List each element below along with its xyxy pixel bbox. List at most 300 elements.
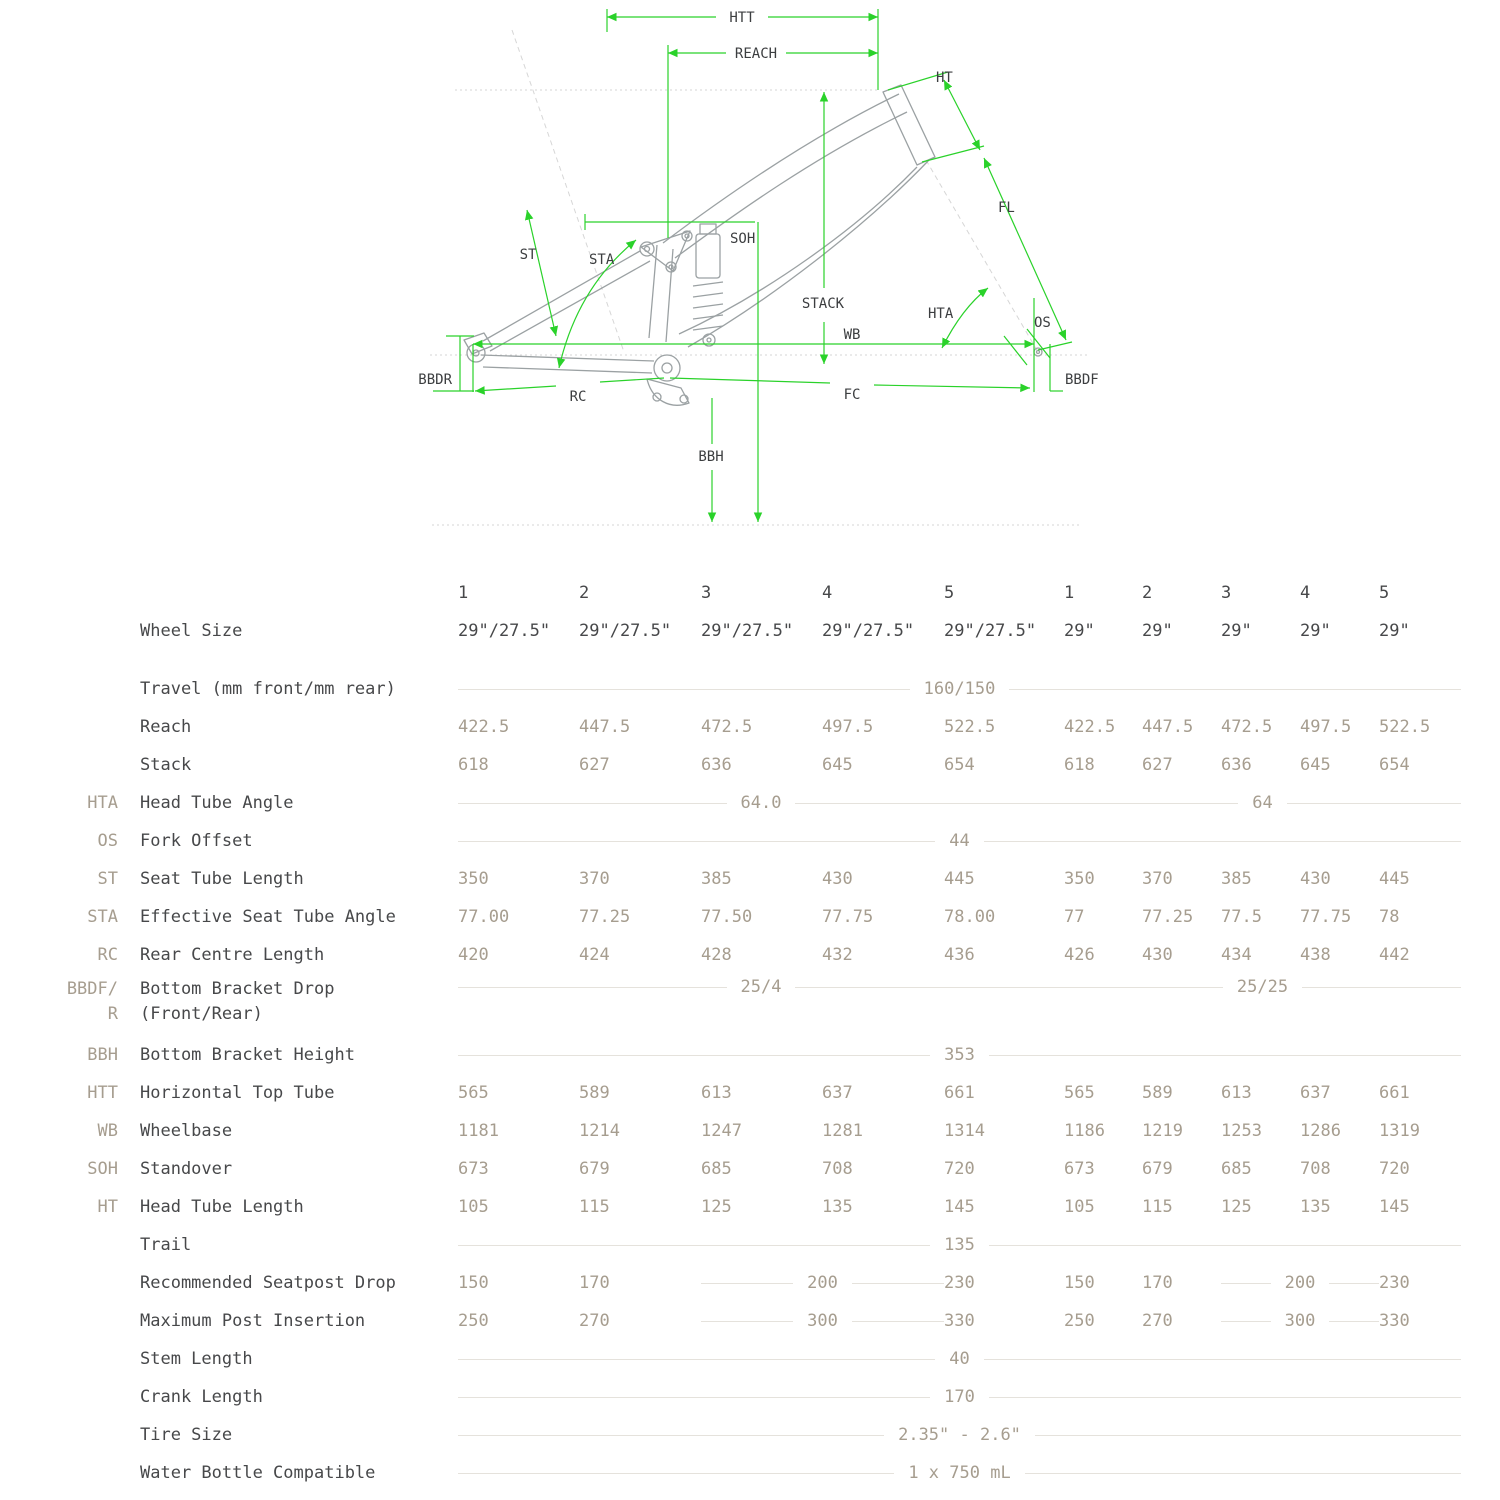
value-text: 4 <box>1300 583 1311 603</box>
row-values <box>458 831 1461 851</box>
value-text: 661 <box>1379 1083 1410 1103</box>
span-line <box>1221 1321 1271 1322</box>
value-cell <box>822 869 944 889</box>
row-label-text: Recommended Seatpost Drop <box>140 1273 396 1293</box>
row-label-text: Travel (mm front/mm rear) <box>140 679 396 699</box>
value-cell <box>1064 755 1142 775</box>
value-text: 115 <box>579 1197 610 1217</box>
value-cell <box>1142 869 1221 889</box>
value-cell <box>1300 583 1379 603</box>
value-text: 29" <box>1142 621 1173 641</box>
row-values <box>458 793 1461 813</box>
value-text: 430 <box>822 869 853 889</box>
row-label <box>140 831 458 851</box>
value-cell <box>1379 907 1461 927</box>
span-line <box>458 987 727 988</box>
value-text: 77.5 <box>1221 907 1262 927</box>
table-row-recommended-seatpost-drop <box>0 1264 1500 1302</box>
value-cell <box>1064 1159 1142 1179</box>
row-values <box>458 945 1461 965</box>
value-text: 636 <box>701 755 732 775</box>
row-label <box>140 1463 458 1483</box>
row-label <box>140 1197 458 1217</box>
dim-label-bbh: BBH <box>698 449 724 465</box>
table-row-water-bottle <box>0 1454 1500 1492</box>
span-line <box>989 1055 1461 1056</box>
value-text: 353 <box>944 1045 975 1065</box>
value-text: 589 <box>579 1083 610 1103</box>
value-text: 679 <box>1142 1159 1173 1179</box>
value-cell <box>458 977 1064 997</box>
row-label-text: Maximum Post Insertion <box>140 1311 366 1331</box>
row-label-text: Tire Size <box>140 1425 233 1445</box>
value-cell <box>1379 1273 1461 1293</box>
span-line <box>989 1397 1461 1398</box>
value-cell <box>579 945 701 965</box>
dim-label-wb: WB <box>843 327 861 343</box>
value-text: 29" <box>1379 621 1410 641</box>
value-text: 25/25 <box>1236 977 1289 997</box>
value-text: 428 <box>701 945 732 965</box>
span-line <box>852 1283 944 1284</box>
row-values <box>458 1045 1461 1065</box>
row-label <box>140 1311 458 1331</box>
row-values <box>458 1159 1461 1179</box>
value-text: 1247 <box>701 1121 742 1141</box>
value-text: 29"/27.5" <box>458 621 551 641</box>
span-line <box>984 1359 1461 1360</box>
row-label-text: Bottom Bracket Drop <box>140 979 335 999</box>
value-cell <box>944 869 1064 889</box>
value-text: 170 <box>579 1273 610 1293</box>
value-text: 438 <box>1300 945 1331 965</box>
row-values <box>458 1273 1461 1293</box>
row-abbr-text: OS <box>97 831 118 851</box>
bottom-bracket <box>654 355 680 381</box>
value-text: 125 <box>701 1197 732 1217</box>
value-text: 250 <box>1064 1311 1095 1331</box>
row-values <box>458 1387 1461 1407</box>
value-cell <box>1300 717 1379 737</box>
value-text: 135 <box>822 1197 853 1217</box>
value-text: 150 <box>1064 1273 1095 1293</box>
row-values <box>458 755 1461 775</box>
value-text: 330 <box>1379 1311 1410 1331</box>
value-cell <box>1221 1311 1379 1331</box>
value-cell <box>1300 621 1379 641</box>
row-label <box>140 945 458 965</box>
value-text: 200 <box>807 1273 838 1293</box>
value-text: 497.5 <box>822 717 874 737</box>
value-cell <box>579 1121 701 1141</box>
row-label <box>140 679 458 699</box>
value-text: 1 x 750 mL <box>908 1463 1011 1483</box>
row-values <box>458 621 1461 641</box>
row-label-text: Water Bottle Compatible <box>140 1463 376 1483</box>
table-row-bottom-bracket-height <box>0 1036 1500 1074</box>
value-cell <box>1379 1121 1461 1141</box>
table-row-rear-centre-length <box>0 936 1500 974</box>
span-line <box>458 689 910 690</box>
value-cell <box>458 945 579 965</box>
value-cell <box>1221 621 1300 641</box>
row-label <box>140 755 458 775</box>
value-text: 708 <box>822 1159 853 1179</box>
value-cell <box>701 755 822 775</box>
chain-guide <box>647 379 689 405</box>
value-text: 430 <box>1142 945 1173 965</box>
value-cell <box>458 583 579 603</box>
value-text: 250 <box>458 1311 489 1331</box>
value-text: 3 <box>1221 583 1232 603</box>
row-abbr-text: RC <box>97 945 118 965</box>
value-text: 385 <box>701 869 732 889</box>
value-text: 64 <box>1252 793 1273 813</box>
table-row-seat-tube-length <box>0 860 1500 898</box>
value-cell <box>458 1425 1461 1445</box>
row-abbr-text: WB <box>97 1121 118 1141</box>
table-row-stem-length <box>0 1340 1500 1378</box>
value-text: 4 <box>822 583 833 603</box>
value-text: 708 <box>1300 1159 1331 1179</box>
value-cell <box>458 679 1461 699</box>
value-cell <box>1142 583 1221 603</box>
dim-label-rc: RC <box>569 389 587 405</box>
row-values <box>458 583 1461 603</box>
row-label <box>140 974 458 1027</box>
row-abbr <box>0 907 118 927</box>
value-text: 1181 <box>458 1121 499 1141</box>
value-text: 613 <box>701 1083 732 1103</box>
value-text: 5 <box>1379 583 1390 603</box>
value-cell <box>701 869 822 889</box>
row-label-text: Head Tube Angle <box>140 793 294 813</box>
value-text: 720 <box>1379 1159 1410 1179</box>
row-abbr-text: ST <box>97 869 118 889</box>
value-text: 522.5 <box>944 717 996 737</box>
value-cell <box>701 1159 822 1179</box>
value-text: 661 <box>944 1083 975 1103</box>
value-text: 637 <box>822 1083 853 1103</box>
table-row-wheelbase <box>0 1112 1500 1150</box>
value-text: 170 <box>1142 1273 1173 1293</box>
value-text: 679 <box>579 1159 610 1179</box>
value-cell <box>458 1349 1461 1369</box>
value-text: 135 <box>1300 1197 1331 1217</box>
value-cell <box>458 1197 579 1217</box>
value-cell <box>822 945 944 965</box>
value-cell <box>458 869 579 889</box>
span-line <box>458 1397 930 1398</box>
table-row-head-tube-angle <box>0 784 1500 822</box>
value-cell <box>944 717 1064 737</box>
value-cell <box>1142 1121 1221 1141</box>
value-cell <box>458 755 579 775</box>
row-label <box>140 1349 458 1369</box>
value-text: 430 <box>1300 869 1331 889</box>
table-row-crank-length <box>0 1378 1500 1416</box>
row-values <box>458 1121 1461 1141</box>
value-text: 270 <box>579 1311 610 1331</box>
table-row-tire-size <box>0 1416 1500 1454</box>
value-cell <box>1142 1083 1221 1103</box>
row-label-text: Stack <box>140 755 192 775</box>
row-label-text: Crank Length <box>140 1387 263 1407</box>
value-cell <box>1300 1197 1379 1217</box>
value-cell <box>701 1083 822 1103</box>
value-cell <box>458 793 1064 813</box>
value-text: 497.5 <box>1300 717 1352 737</box>
row-abbr-text: SOH <box>87 1159 118 1179</box>
row-label <box>140 1121 458 1141</box>
value-text: 447.5 <box>1142 717 1194 737</box>
row-values <box>458 1197 1461 1217</box>
value-text: 29" <box>1300 621 1331 641</box>
dim-label-st: ST <box>519 247 537 263</box>
value-text: 270 <box>1142 1311 1173 1331</box>
value-text: 77.25 <box>1142 907 1194 927</box>
row-label-text: Stem Length <box>140 1349 253 1369</box>
value-text: 422.5 <box>1064 717 1116 737</box>
row-label <box>140 1425 458 1445</box>
dim-label-bbdf: BBDF <box>1065 372 1099 388</box>
row-label-text: Horizontal Top Tube <box>140 1083 335 1103</box>
table-row-horizontal-top-tube <box>0 1074 1500 1112</box>
table-row-stack <box>0 746 1500 784</box>
span-line <box>701 1283 793 1284</box>
dim-label-stack: STACK <box>801 296 845 312</box>
table-row-reach <box>0 708 1500 746</box>
value-text: 442 <box>1379 945 1410 965</box>
row-label <box>140 1083 458 1103</box>
dimension-lines <box>433 9 1072 522</box>
value-text: 105 <box>1064 1197 1095 1217</box>
value-cell <box>822 1197 944 1217</box>
value-text: 436 <box>944 945 975 965</box>
value-cell <box>1300 1121 1379 1141</box>
value-text: 145 <box>944 1197 975 1217</box>
value-cell <box>701 1121 822 1141</box>
dim-label-bbdr: BBDR <box>418 372 452 388</box>
span-line <box>1009 689 1461 690</box>
value-cell <box>458 831 1461 851</box>
row-abbr <box>0 1083 118 1103</box>
span-line <box>795 803 1064 804</box>
value-text: 589 <box>1142 1083 1173 1103</box>
value-cell <box>1221 1083 1300 1103</box>
value-cell <box>1221 1159 1300 1179</box>
value-text: 654 <box>944 755 975 775</box>
value-cell <box>1379 1083 1461 1103</box>
value-cell <box>1300 1083 1379 1103</box>
value-cell <box>579 717 701 737</box>
row-values <box>458 1349 1461 1369</box>
row-label-text: Standover <box>140 1159 233 1179</box>
value-text: 2 <box>1142 583 1153 603</box>
row-values <box>458 717 1461 737</box>
value-text: 432 <box>822 945 853 965</box>
span-line <box>984 841 1461 842</box>
value-text: 29" <box>1221 621 1252 641</box>
value-text: 150 <box>458 1273 489 1293</box>
span-line <box>458 1245 930 1246</box>
value-text: 636 <box>1221 755 1252 775</box>
value-text: 77.00 <box>458 907 510 927</box>
value-cell <box>1379 869 1461 889</box>
value-cell <box>458 1463 1461 1483</box>
value-cell <box>1064 945 1142 965</box>
value-text: 1186 <box>1064 1121 1105 1141</box>
value-text: 434 <box>1221 945 1252 965</box>
row-label <box>140 717 458 737</box>
span-line <box>458 841 935 842</box>
value-text: 200 <box>1284 1273 1316 1293</box>
table-row-effective-seat-tube-angle <box>0 898 1500 936</box>
value-cell <box>822 1083 944 1103</box>
value-cell <box>1379 945 1461 965</box>
value-cell <box>701 1273 944 1293</box>
value-cell <box>944 755 1064 775</box>
row-values <box>458 977 1461 997</box>
row-label <box>140 1387 458 1407</box>
value-cell <box>1221 1273 1379 1293</box>
span-line <box>852 1321 944 1322</box>
value-cell <box>822 1121 944 1141</box>
value-cell <box>944 1121 1064 1141</box>
value-text: 447.5 <box>579 717 631 737</box>
row-values <box>458 907 1461 927</box>
value-cell <box>579 1159 701 1179</box>
value-cell <box>822 907 944 927</box>
table-row-head-tube-length <box>0 1188 1500 1226</box>
value-cell <box>822 755 944 775</box>
value-text: 330 <box>944 1311 975 1331</box>
value-text: 445 <box>1379 869 1410 889</box>
row-values <box>458 1235 1461 1255</box>
span-line <box>795 987 1064 988</box>
value-cell <box>1379 1311 1461 1331</box>
value-cell <box>579 907 701 927</box>
value-cell <box>944 1311 1064 1331</box>
value-cell <box>1379 583 1461 603</box>
value-text: 115 <box>1142 1197 1173 1217</box>
value-cell <box>944 1273 1064 1293</box>
value-cell <box>822 621 944 641</box>
value-text: 77.25 <box>579 907 631 927</box>
span-line <box>458 1473 894 1474</box>
value-text: 422.5 <box>458 717 510 737</box>
value-text: 424 <box>579 945 610 965</box>
value-cell <box>944 1197 1064 1217</box>
value-cell <box>1064 583 1142 603</box>
row-label <box>140 1045 458 1065</box>
row-label-text: Wheel Size <box>140 621 243 641</box>
row-label <box>140 1273 458 1293</box>
value-cell <box>1064 869 1142 889</box>
value-text: 613 <box>1221 1083 1252 1103</box>
value-cell <box>944 1159 1064 1179</box>
value-cell <box>579 1311 701 1331</box>
row-abbr-text: STA <box>87 907 118 927</box>
value-cell <box>458 1235 1461 1255</box>
value-cell <box>1300 755 1379 775</box>
value-text: 5 <box>944 583 955 603</box>
value-cell <box>458 1387 1461 1407</box>
value-text: 170 <box>944 1387 975 1407</box>
row-abbr <box>0 1121 118 1141</box>
value-cell <box>458 1083 579 1103</box>
value-cell <box>701 945 822 965</box>
value-text: 637 <box>1300 1083 1331 1103</box>
value-text: 685 <box>701 1159 732 1179</box>
table-row-wheel-size <box>0 612 1500 650</box>
value-text: 29"/27.5" <box>944 621 1037 641</box>
row-abbr-text: BBDF/ <box>66 979 118 999</box>
value-cell <box>1064 1273 1142 1293</box>
value-text: 627 <box>579 755 610 775</box>
row-abbr <box>0 869 118 889</box>
value-cell <box>1300 907 1379 927</box>
dim-label-htt: HTT <box>729 10 755 26</box>
dim-label-hta: HTA <box>928 306 954 322</box>
geo-table-rows <box>0 574 1500 1492</box>
row-values <box>458 1311 1461 1331</box>
value-cell <box>1221 717 1300 737</box>
span-line <box>1329 1283 1379 1284</box>
value-cell <box>701 583 822 603</box>
value-cell <box>1142 1197 1221 1217</box>
value-text: 230 <box>944 1273 975 1293</box>
value-cell <box>1379 717 1461 737</box>
value-cell <box>1221 583 1300 603</box>
value-cell <box>701 1197 822 1217</box>
value-text: 29"/27.5" <box>822 621 915 641</box>
value-cell <box>458 717 579 737</box>
value-cell <box>458 1311 579 1331</box>
value-text: 300 <box>807 1311 838 1331</box>
value-text: 1 <box>458 583 469 603</box>
row-values <box>458 869 1461 889</box>
value-text: 25/4 <box>740 977 782 997</box>
value-cell <box>944 907 1064 927</box>
row-label-text: Seat Tube Length <box>140 869 304 889</box>
row-label-text: Reach <box>140 717 192 737</box>
value-cell <box>1064 1197 1142 1217</box>
value-text: 1 <box>1064 583 1075 603</box>
value-text: 685 <box>1221 1159 1252 1179</box>
value-cell <box>458 1273 579 1293</box>
value-text: 135 <box>944 1235 975 1255</box>
value-cell <box>1221 1121 1300 1141</box>
table-row-size-header <box>0 574 1500 612</box>
value-text: 720 <box>944 1159 975 1179</box>
table-row-travel <box>0 670 1500 708</box>
row-label <box>140 907 458 927</box>
row-abbr <box>0 1197 118 1217</box>
value-text: 645 <box>1300 755 1331 775</box>
value-cell <box>1379 621 1461 641</box>
row-label-text: Trail <box>140 1235 192 1255</box>
chain-stay <box>481 355 654 373</box>
table-row-fork-offset <box>0 822 1500 860</box>
value-cell <box>944 621 1064 641</box>
dim-label-fc: FC <box>843 387 861 403</box>
value-cell <box>822 583 944 603</box>
value-text: 2.35" - 2.6" <box>898 1425 1021 1445</box>
value-cell <box>579 1273 701 1293</box>
value-cell <box>458 907 579 927</box>
value-text: 565 <box>458 1083 489 1103</box>
